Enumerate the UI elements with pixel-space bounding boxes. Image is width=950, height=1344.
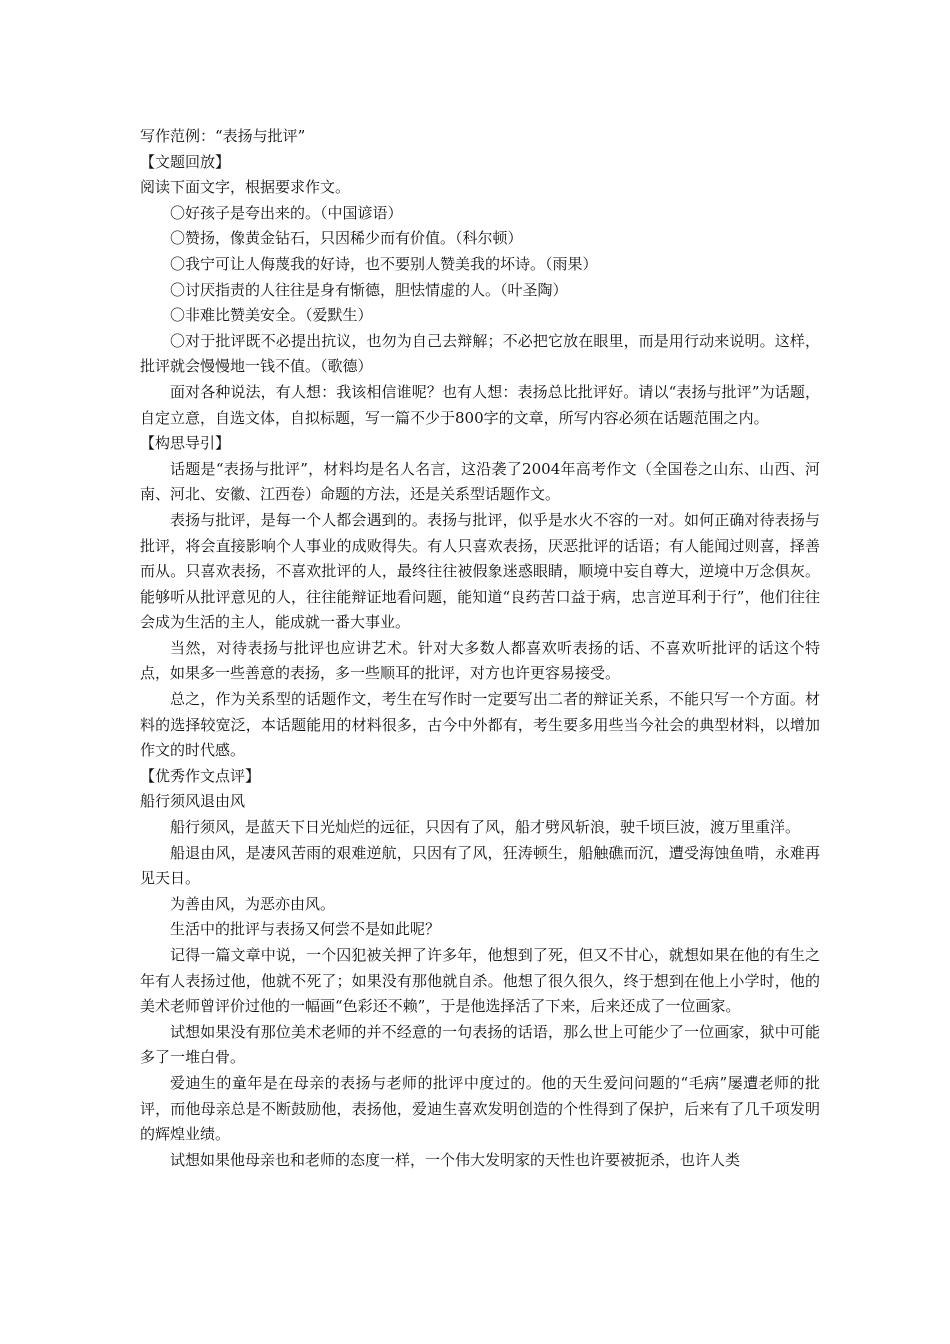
guide-paragraph: 话题是“表扬与批评”，材料均是名人名言，这沿袭了2004年高考作文（全国卷之山东、山西、河南、河北、安徽、江西卷）命题的方法，还是关系型话题作文。: [140, 459, 820, 504]
quote-item: 〇我宁可让人侮蔑我的好诗，也不要别人赞美我的坏诗。（雨果）: [170, 254, 598, 273]
essay-paragraph: 爱迪生的童年是在母亲的表扬与老师的批评中度过的。他的天生爱问问题的“毛病”屡遭老师的批评，而他母亲总是不断鼓励他，表扬他，爱迪生喜欢发明创造的个性得到了保护，后来有了几千项发明的辉煌业绩。: [140, 1073, 820, 1144]
guide-paragraph: 总之，作为关系型的话题作文，考生在写作时一定要写出二者的辩证关系，不能只写一个方面。材料的选择较宽泛，本话题能用的材料很多，古今中外都有，考生要多用些当今社会的典型材料，以增加作文的时代感。: [140, 690, 820, 760]
document-page: [140, 124, 820, 1173]
quote-item: 〇讨厌指责的人往往是身有惭德，胆怯情虚的人。（叶圣陶）: [170, 280, 568, 299]
quote-item: 〇好孩子是夸出来的。（中国谚语）: [170, 203, 403, 222]
section-heading-review: 【优秀作文点评】: [140, 766, 261, 785]
guide-paragraph: 当然，对待表扬与批评也应讲艺术。针对大多数人都喜欢听表扬的话、不喜欢听批评的话这个特点，如果多一些善意的表扬，多一些顺耳的批评，对方也许更容易接受。: [140, 638, 820, 683]
quote-item: 〇对于批评既不必提出抗议，也勿为自己去辩解；不必把它放在眼里，而是用行动来说明。这样，批评就会慢慢地一钱不值。（歌德）: [140, 331, 820, 376]
essay-paragraph: 试想如果他母亲也和老师的态度一样，一个伟大发明家的天性也许要被扼杀，也许人类: [170, 1150, 741, 1169]
essay-title: 船行须风退由风: [140, 792, 246, 811]
document-title: 写作范例：“表扬与批评”: [140, 127, 306, 145]
essay-paragraph: 船退由风，是凄风苦雨的艰难逆航，只因有了风，狂涛顿生，船触礁而沉，遭受海蚀鱼啃，永难再见天日。: [140, 843, 820, 888]
essay-paragraph: 为善由风，为恶亦由风。: [170, 894, 336, 913]
quote-item: 〇赞扬，像黄金钻石，只因稀少而有价值。（科尔顿）: [170, 229, 523, 248]
section-heading-guide: 【构思导引】: [140, 434, 231, 453]
essay-paragraph: 船行须风，是蓝天下日光灿烂的远征，只因有了风，船才劈风斩浪，驶千顷巨波，渡万里重洋。: [170, 818, 801, 837]
prompt-paragraph: 面对各种说法，有人想：我该相信谁呢？也有人想：表扬总比批评好。请以“表扬与批评”为话题，自定立意，自选文体，自拟标题，写一篇不少于800字的文章，所写内容必须在话题范围之内。: [140, 382, 820, 427]
essay-paragraph: 生活中的批评与表扬又何尝不是如此呢？: [170, 920, 441, 939]
quote-item: 〇非难比赞美安全。（爱默生）: [170, 306, 373, 325]
essay-paragraph: 试想如果没有那位美术老师的并不经意的一句表扬的话语，那么世上可能少了一位画家，狱中可能多了一堆白骨。: [140, 1022, 820, 1067]
essay-paragraph: 记得一篇文章中说，一个囚犯被关押了许多年，他想到了死，但又不甘心，就想如果在他的有生之年有人表扬过他，他就不死了；如果没有那他就自杀。他想了很久很久，终于想到在他上小学时，他的美术老师曾评价过他的一幅画“色彩还不赖”，于是他选择活了下来，后来还成了一位画家。: [140, 946, 820, 1016]
section-heading-prompt: 【文题回放】: [140, 152, 231, 171]
guide-paragraph: 表扬与批评，是每一个人都会遇到的。表扬与批评，似乎是水火不容的一对。如何正确对待表扬与批评，将会直接影响个人事业的成败得失。有人只喜欢表扬，厌恶批评的话语；有人能闻过则喜，择善而从。只喜欢表扬，不喜欢批评的人，最终往往被假象迷惑眼睛，顺境中妄自尊大，逆境中万念俱灰。能够听从批评意见的人，往往能辩证地看问题，能知道“良药苦口益于病，忠言逆耳利于行”，他们往往会成为生活的主人，能成就一番大事业。: [140, 510, 820, 632]
intro-text: 阅读下面文字，根据要求作文。: [140, 178, 351, 197]
